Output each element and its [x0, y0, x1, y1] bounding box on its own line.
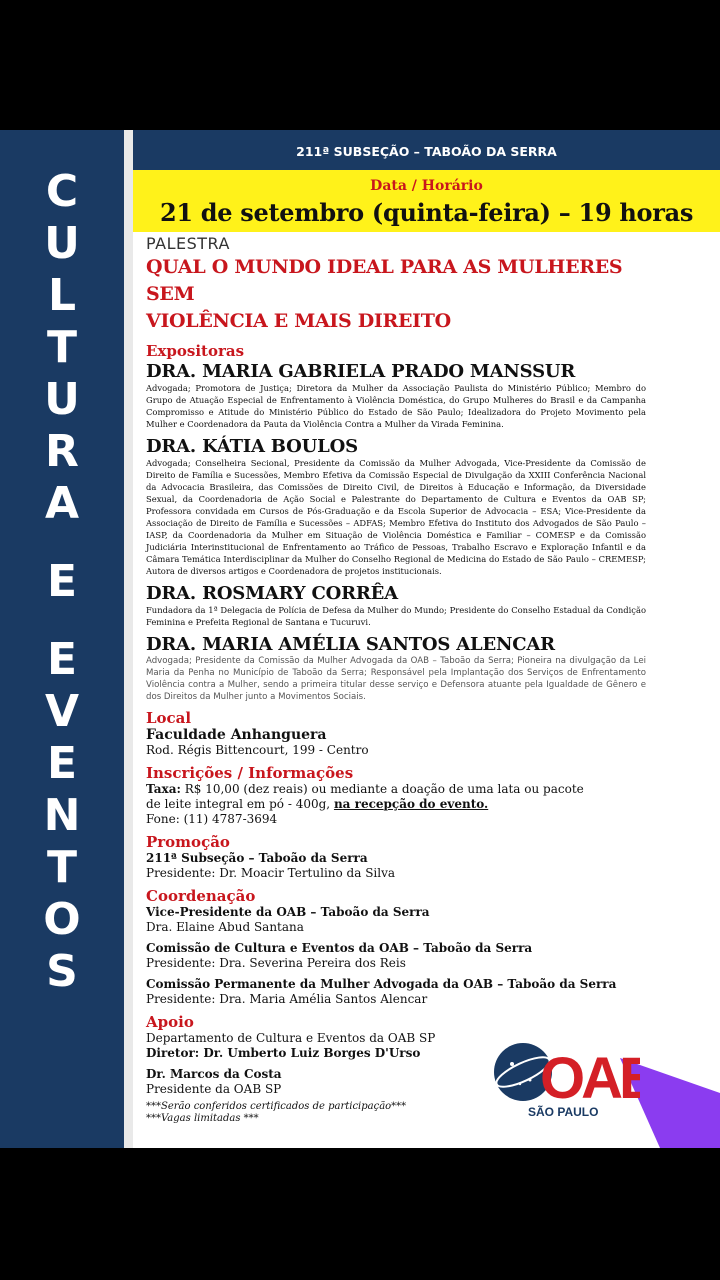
divider-strip	[124, 130, 133, 1148]
taxa-line2-underlined: na recepção do evento.	[333, 797, 489, 811]
apoio-heading: Apoio	[146, 1013, 194, 1031]
oab-logo-subtext: SÃO PAULO	[528, 1105, 599, 1119]
side-letter: V	[44, 686, 80, 737]
apoio-role: Presidente da OAB SP	[146, 1082, 282, 1096]
coord-org: Comissão de Cultura e Eventos da OAB – Taboão da Serra	[146, 941, 533, 955]
coord-person: Dra. Elaine Abud Santana	[146, 920, 304, 934]
side-letter: S	[46, 946, 78, 997]
coord-person: Presidente: Dra. Severina Pereira dos Reis	[146, 956, 406, 970]
taxa-label: Taxa:	[146, 782, 181, 796]
promocao-org: 211ª Subseção – Taboão da Serra	[146, 851, 368, 865]
vacancy-note: ***Vagas limitadas ***	[146, 1113, 259, 1124]
coordenacao-heading: Coordenação	[146, 887, 256, 905]
date-value: 21 de setembro (quinta-feira) – 19 horas	[159, 198, 694, 227]
side-letter: E	[46, 556, 78, 607]
coord-person: Presidente: Dra. Maria Amélia Santos Alencar	[146, 992, 428, 1006]
local-heading: Local	[146, 709, 192, 727]
certificate-note: ***Serão conferidos certificados de participação***	[146, 1101, 407, 1112]
speaker-name: DRA. MARIA GABRIELA PRADO MANSSUR	[146, 361, 576, 382]
oab-globe-icon	[490, 1040, 640, 1120]
speaker-bio: Advogada; Presidente da Comissão da Mulher Advogada da OAB – Taboão da Serra; Pioneira na divulgação da Lei Maria da Penha no Município de Taboão da Serra; Responsável pela Implantação dos Serviços de Enfrentamento Violência contra a Mulher, sendo a primeira titular desse serviço e Defensora atuante pela Igualdade de Gênero e dos Direitos da Mulher junto a Movimentos Sociais.	[146, 656, 646, 702]
taxa-line2-text: de leite integral em pó - 400g,	[146, 797, 334, 811]
date-box	[133, 170, 720, 232]
side-letter: T	[46, 322, 77, 373]
side-letter: N	[43, 790, 81, 841]
event-title-line2: VIOLÊNCIA E MAIS DIREITO	[146, 310, 451, 332]
side-letter: U	[44, 374, 80, 425]
taxa-text: R$ 10,00 (dez reais) ou mediante a doação de uma lata ou pacote	[180, 782, 584, 796]
side-letter: A	[44, 478, 80, 529]
speaker-bio: Advogada; Promotora de Justiça; Diretora da Mulher da Associação Paulista do Ministério Público; Membro do Grupo de Atuação Especial de Enfrentamento à Violência Doméstica, do Grupo Mulheres do Brasil e da Campanha Compromisso e Atitude do Ministério Público do Estado de São Paulo; Idealizadora do Projeto Movimento pela Mulher e Coordenadora da Pauta da Violência Contra a Mulher da Virada Feminina.	[146, 383, 646, 429]
apoio-dept: Departamento de Cultura e Eventos da OAB SP	[146, 1031, 436, 1045]
promocao-president: Presidente: Dr. Moacir Tertulino da Silva	[146, 866, 396, 880]
main-content	[146, 234, 646, 1125]
speaker-name: DRA. MARIA AMÉLIA SANTOS ALENCAR	[146, 634, 555, 655]
side-letter: T	[46, 842, 77, 893]
phone: Fone: (11) 4787-3694	[146, 812, 278, 826]
subsection-header: 211ª SUBSEÇÃO – TABOÃO DA SERRA	[133, 130, 720, 170]
local-place: Faculdade Anhanguera	[146, 727, 327, 743]
local-address: Rod. Régis Bittencourt, 199 - Centro	[146, 743, 369, 757]
speaker-name: DRA. ROSMARY CORRÊA	[146, 583, 398, 604]
side-banner	[0, 130, 124, 1148]
date-label: Data / Horário	[370, 178, 483, 194]
side-letter: C	[45, 166, 79, 217]
side-letter: R	[45, 426, 79, 477]
oab-logo-text: OAB	[540, 1046, 640, 1111]
taxa-line2	[146, 797, 646, 812]
flyer-page	[0, 130, 720, 1148]
inscricoes-heading: Inscrições / Informações	[146, 764, 354, 782]
side-banner-text	[0, 166, 124, 998]
speaker-bio: Fundadora da 1ª Delegacia de Polícia de Defesa da Mulher do Mundo; Presidente do Conselho Estadual da Condição Feminina e Prefeita Regional de Santana e Tucuruvi.	[146, 605, 646, 627]
apoio-diretor: Diretor: Dr. Umberto Luiz Borges D'Urso	[146, 1046, 421, 1060]
taxa-line	[146, 782, 646, 797]
event-title	[146, 254, 646, 335]
oab-logo	[490, 1040, 640, 1120]
coord-org: Vice-Presidente da OAB – Taboão da Serra	[146, 905, 430, 919]
speaker-bio: Advogada; Conselheira Secional, Presidente da Comissão da Mulher Advogada, Vice-Presidente da Comissão de Direito de Família e Sucessões, Membro Efetiva da Comissão Especial de Divulgação da XXIII Conferência Nacional da Advocacia Brasileira, das Comissões de Direito Civil, de Direitos à Educação e Informação, da Diversidade Sexual, da Coordenadoria de Ação Social e Palestrante do Departamento de Cultura e Eventos da OAB SP; Professora convidada em Cursos de Pós-Graduação e da Escola Superior de Advocacia – ESA; Vice-Presidente da Associação de Direito de Família e Sucessões – ADFAS; Membro Efetiva do Instituto dos Advogados de São Paulo – IASP, da Coordenadoria da Mulher em Situação de Violência Doméstica e Familiar – COMESP e da Comissão Judiciária Interinstitucional de Enfrentamento ao Tráfico de Pessoas, Trabalho Escravo e Exploração Infantil e da Câmara Temática Interdisciplinar da Mulher do Conselho Regional de Medicina do Estado de São Paulo – CREMESP; Autora de diversos artigos e Coordenadora de projetos institucionais.	[146, 458, 646, 576]
side-letter: U	[44, 218, 80, 269]
coord-org: Comissão Permanente da Mulher Advogada da OAB – Taboão da Serra	[146, 977, 617, 991]
apoio-person: Dr. Marcos da Costa	[146, 1067, 282, 1081]
expositoras-heading: Expositoras	[146, 342, 245, 360]
event-title-line1: QUAL O MUNDO IDEAL PARA AS MULHERES SEM	[146, 256, 623, 305]
side-letter: E	[46, 738, 78, 789]
event-kind: PALESTRA	[146, 234, 230, 253]
promocao-heading: Promoção	[146, 833, 230, 851]
side-letter: O	[43, 894, 81, 945]
speaker-name: DRA. KÁTIA BOULOS	[146, 436, 358, 457]
side-letter: L	[47, 270, 77, 321]
side-letter: E	[46, 634, 78, 685]
